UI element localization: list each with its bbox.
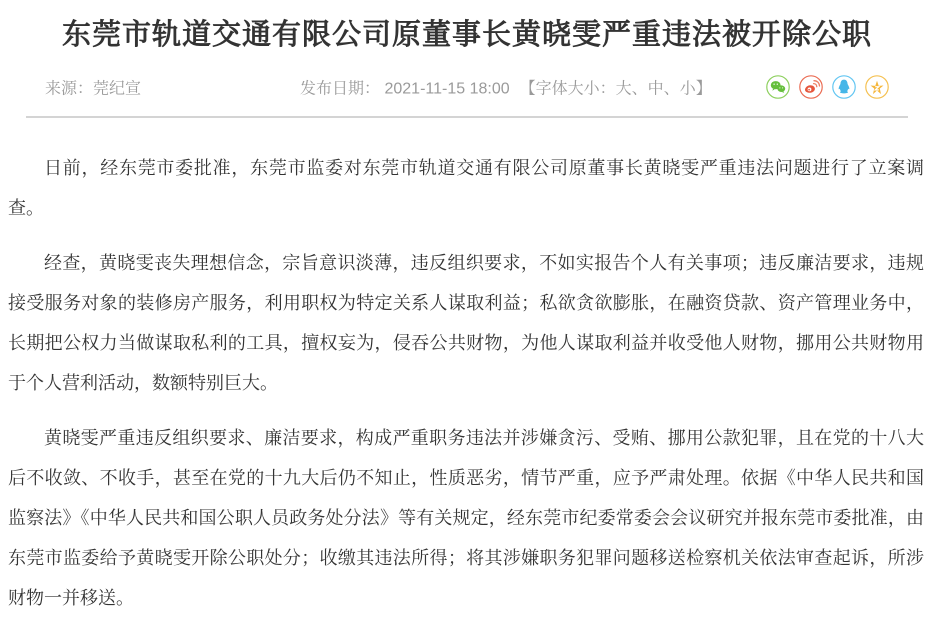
source-value: 莞纪宣: [93, 80, 142, 98]
qq-icon: [832, 75, 856, 99]
fontsize-close-bracket: 】: [695, 80, 712, 98]
qzone-share-button[interactable]: [865, 75, 889, 99]
publish-date-value: 2021-11-15 18:00: [384, 80, 510, 98]
fontsize-medium-link[interactable]: 中: [647, 80, 664, 98]
page-title: 东莞市轨道交通有限公司原董事长黄晓雯严重违法被开除公职: [61, 19, 872, 51]
fontsize-separator: 、: [631, 80, 648, 98]
article-paragraph: 经查，黄晓雯丧失理想信念，宗旨意识淡薄，违反组织要求，不如实报告个人有关事项；违反廉洁要求，违规接受服务对象的装修房产服务，利用职权为特定关系人谋取利益；私欲贪欲膨胀，在融资贷款、资产管理业务中，长期把公权力当做谋取私利的工具，擅权妄为，侵吞公共财物，为他人谋取利益并收受他人财物，挪用公共财物用于个人营利活动，数额特别巨大。: [8, 253, 924, 393]
article-page: [0, 16, 934, 636]
article-source: [45, 76, 141, 99]
share-bar: [766, 75, 889, 99]
qzone-icon: [865, 75, 889, 99]
source-label: 来源：: [45, 80, 94, 98]
fontsize-label: 【字体大小：: [519, 80, 616, 98]
fontsize-small-link[interactable]: 小: [679, 80, 696, 98]
wechat-icon: [766, 75, 790, 99]
article-meta-bar: [0, 62, 934, 112]
article-paragraph: 黄晓雯严重违反组织要求、廉洁要求，构成严重职务违法并涉嫌贪污、受贿、挪用公款犯罪，且在党的十八大后不收敛、不收手，甚至在党的十九大后仍不知止，性质恶劣，情节严重，应予严肃处理。依据《中华人民共和国监察法》《中华人民共和国公职人员政务处分法》等有关规定，经东莞市纪委常委会会议研究并报东莞市委批准，由东莞市监委给予黄晓雯开除公职处分；收缴其违法所得；将其涉嫌职务犯罪问题移送检察机关依法审查起诉，所涉财物一并移送。: [8, 428, 924, 608]
article-date-fontsize: [300, 76, 712, 99]
weibo-share-button[interactable]: [799, 75, 823, 99]
fontsize-large-link[interactable]: 大: [615, 80, 632, 98]
publish-date-label: 发布日期：: [300, 80, 381, 98]
qq-share-button[interactable]: [832, 75, 856, 99]
publish-date: [300, 76, 510, 99]
fontsize-separator: 、: [663, 80, 680, 98]
article-paragraph: 日前，经东莞市委批准，东莞市监委对东莞市轨道交通有限公司原董事长黄晓雯严重违法问题进行了立案调查。: [8, 158, 924, 218]
article-body: [0, 118, 934, 618]
wechat-share-button[interactable]: [766, 75, 790, 99]
fontsize-control: [520, 76, 712, 99]
weibo-icon: [799, 75, 823, 99]
